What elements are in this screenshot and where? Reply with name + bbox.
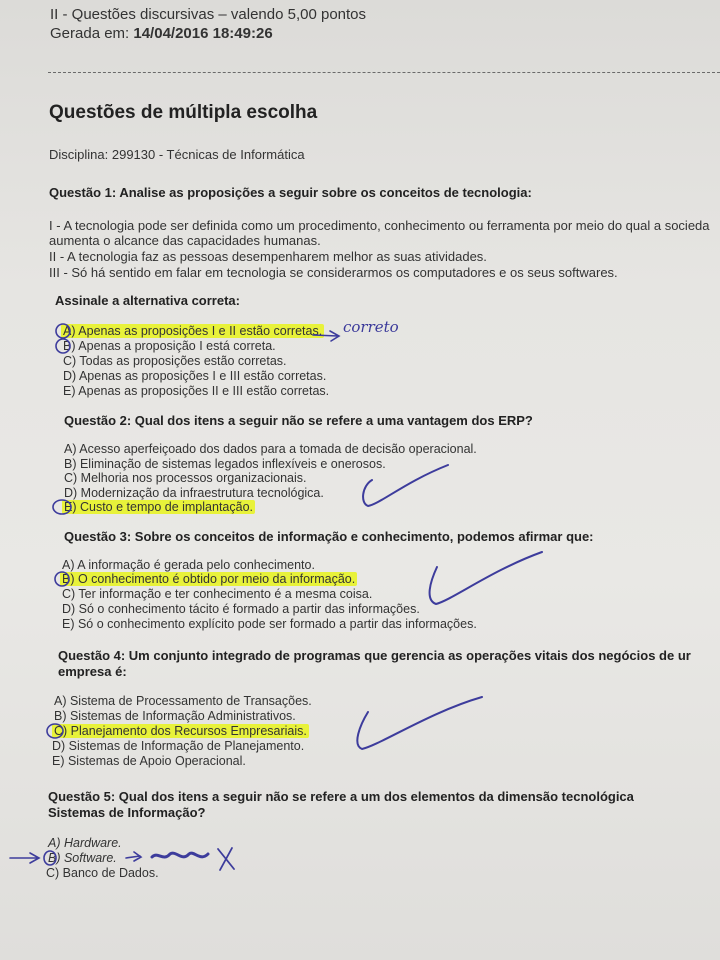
q3-option-d: D) Só o conhecimento tácito é formado a partir das informações.: [62, 602, 420, 616]
page-title: Questões de múltipla escolha: [49, 102, 318, 123]
generated-datetime: 14/04/2016 18:49:26: [133, 25, 273, 42]
q5-option-b: B) Software.: [48, 851, 117, 865]
q3-option-a: A) A informação é gerada pelo conhecimento.: [62, 558, 315, 572]
q5-arrow-icon: [10, 853, 39, 863]
q4-option-e: E) Sistemas de Apoio Operacional.: [52, 754, 246, 768]
q5-small-arrow-icon: [126, 852, 141, 861]
q2-option-c: C) Melhoria nos processos organizacionais.: [64, 471, 307, 485]
q1-option-e: E) Apenas as proposições II e III estão corretas.: [63, 384, 330, 398]
q3-title: Questão 3: Sobre os conceitos de informação e conhecimento, podemos afirmar que:: [64, 529, 594, 544]
q1-option-d: D) Apenas as proposições I e III estão corretas.: [63, 369, 327, 383]
q4-check-icon: [357, 697, 482, 749]
q2-title: Questão 2: Qual dos itens a seguir não se refere a uma vantagem dos ERP?: [64, 413, 533, 428]
q1-option-a: A) Apenas as proposições I e II estão corretas.: [63, 324, 323, 338]
q1-prop-3: III - Só há sentido em falar em tecnologia se considerarmos os computadores e os seus softwares.: [49, 265, 618, 280]
discipline: Disciplina: 299130 - Técnicas de Informática: [49, 147, 305, 162]
q1-instruction: Assinale a alternativa correta:: [55, 293, 240, 308]
q1-prop-2: II - A tecnologia faz as pessoas desempenharem melhor as suas atividades.: [49, 249, 487, 264]
q1-title: Questão 1: Analise as proposições a seguir sobre os conceitos de tecnologia:: [49, 185, 532, 200]
q4-title-cont: empresa é:: [58, 664, 127, 679]
q5-title: Questão 5: Qual dos itens a seguir não se refere a um dos elementos da dimensão tecnológica: [48, 789, 634, 804]
q4-title: Questão 4: Um conjunto integrado de programas que gerencia as operações vitais dos negócios de ur: [58, 648, 691, 663]
q2-option-e: E) Custo e tempo de implantação.: [64, 500, 253, 514]
q4-option-c: C) Planejamento dos Recursos Empresariais.: [54, 724, 307, 738]
q3-option-b: B) O conhecimento é obtido por meio da informação.: [62, 572, 356, 586]
q5-option-a: A) Hardware.: [48, 836, 122, 850]
header-line-discursive: II - Questões discursivas – valendo 5,00 pontos: [50, 6, 367, 23]
q5-scribble-icon: [152, 853, 208, 857]
q5-x-mark-icon: [218, 848, 234, 870]
q3-check-icon: [430, 552, 542, 604]
q4-option-d: D) Sistemas de Informação de Planejamento.: [52, 739, 305, 753]
q1-prop-1: I - A tecnologia pode ser definida como um procedimento, conhecimento ou ferramenta por meio do qual a socieda: [49, 218, 710, 233]
q2-option-b: B) Eliminação de sistemas legados inflexíveis e onerosos.: [64, 457, 386, 471]
q5-title-cont: Sistemas de Informação?: [48, 805, 206, 820]
q1-prop-1-cont: aumenta o alcance das capacidades humanas.: [49, 233, 321, 248]
q3-option-c: C) Ter informação e ter conhecimento é a mesma coisa.: [62, 587, 373, 601]
generated-label: Gerada em:: [50, 25, 134, 42]
q1-option-c: C) Todas as proposições estão corretas.: [63, 354, 287, 368]
q2-option-d: D) Modernização da infraestrutura tecnológica.: [64, 486, 324, 500]
q3-option-e: E) Só o conhecimento explícito pode ser formado a partir das informações.: [62, 617, 477, 631]
q4-option-b: B) Sistemas de Informação Administrativos.: [54, 709, 296, 723]
q1-option-b: B) Apenas a proposição I está correta.: [63, 339, 276, 353]
q2-option-a: A) Acesso aperfeiçoado dos dados para a tomada de decisão operacional.: [64, 442, 477, 456]
q2-check-icon: [363, 465, 448, 506]
dashed-divider: [48, 72, 720, 73]
q4-option-a: A) Sistema de Processamento de Transações.: [54, 694, 312, 708]
q5-option-c: C) Banco de Dados.: [46, 866, 159, 880]
header-generated: [50, 25, 273, 42]
handwritten-note-correct: correto: [343, 318, 399, 336]
